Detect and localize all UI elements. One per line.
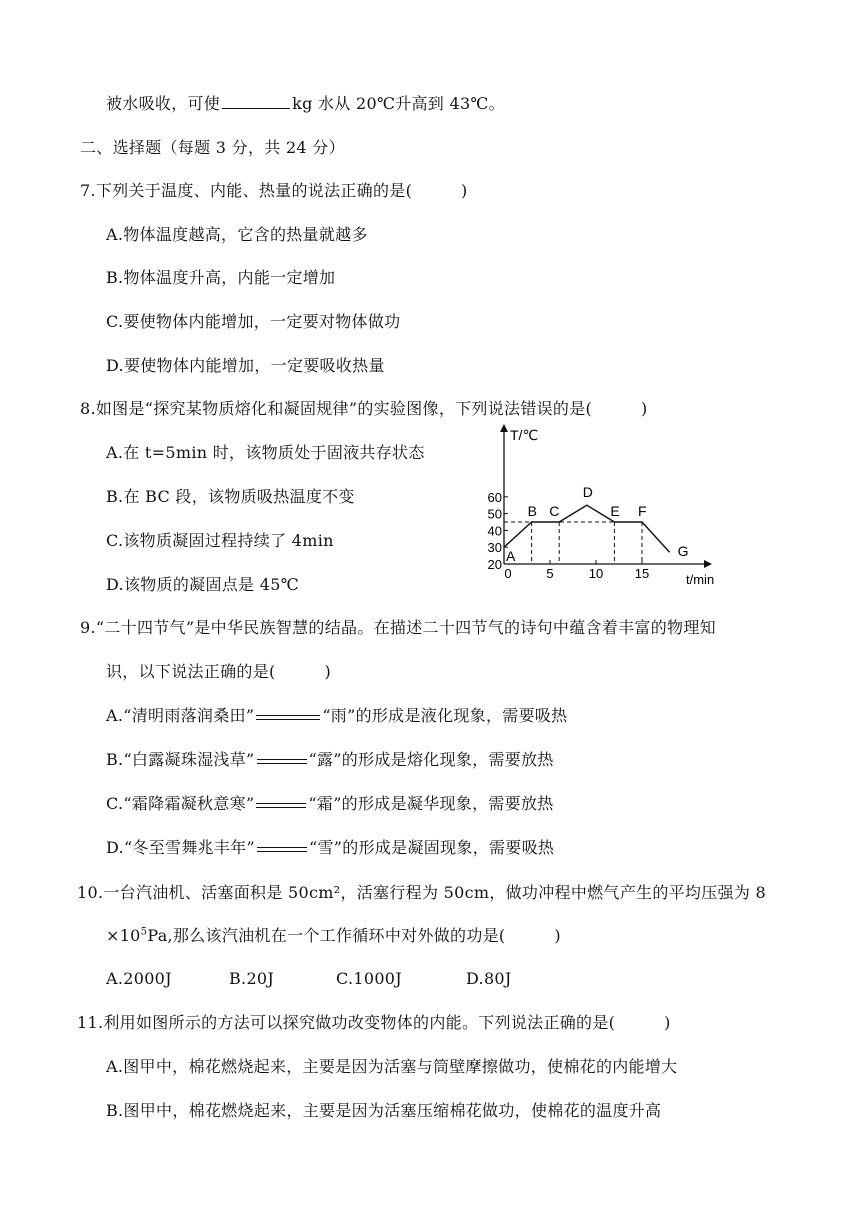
q6-tail-text-b: kg 水从 20℃升高到 43℃。 — [292, 94, 505, 113]
y-axis-arrow — [500, 424, 508, 432]
q9-option-b — [106, 750, 554, 770]
q10-stem-line1: 10.一台汽油机、活塞面积是 50cm²，活塞行程为 50cm，做功冲程中燃气产生的平均压强为 8 — [77, 883, 766, 902]
q9-option-c-text: “霜”的形成是凝华现象，需要放热 — [308, 794, 554, 813]
q8-stem: 8.如图是“探究某物质熔化和凝固规律”的实验图像，下列说法错误的是( ) — [80, 399, 648, 418]
q9-option-b-poem: B.“白露凝珠湿浅草” — [106, 750, 255, 769]
q11-option-a: A.图甲中，棉花燃烧起来，主要是因为活塞与筒壁摩擦做功，使棉花的内能增大 — [106, 1057, 678, 1076]
q10-option-b: B.20J — [229, 969, 275, 988]
q8-option-b: B.在 BC 段，该物质吸热温度不变 — [106, 487, 355, 506]
q9-option-c-poem: C.“霜降霜凝秋意寒” — [106, 794, 255, 813]
q9-option-b-text: “露”的形成是熔化现象，需要放热 — [308, 750, 554, 769]
q10-times-ten: ×10 — [106, 926, 141, 945]
q9-stem-line1: 9.“二十四节气”是中华民族智慧的结晶。在描述二十四节气的诗句中蕴含着丰富的物理知 — [80, 618, 716, 637]
q9-stem-line2: 识，以下说法正确的是( ) — [106, 662, 331, 681]
q6-tail-text-a: 被水吸收，可使 — [106, 94, 221, 113]
section-heading: 二、选择题（每题 3 分，共 24 分） — [80, 138, 345, 157]
y-tick-label: 20 — [487, 557, 502, 572]
point-label-a: A — [506, 548, 516, 565]
x-tick-label: 10 — [588, 566, 604, 581]
q10-stem-rest: Pa,那么该汽油机在一个工作循环中对外做的功是( ) — [147, 926, 561, 945]
x-axis-label: t/min — [686, 572, 715, 587]
q9-option-d — [106, 838, 554, 858]
q6-tail-line — [106, 94, 505, 114]
double-dash — [256, 711, 320, 723]
q8-option-a: A.在 t=5min 时，该物质处于固液共存状态 — [106, 443, 425, 462]
double-dash — [257, 843, 307, 855]
melting-curve-chart — [487, 418, 730, 588]
q7-option-c: C.要使物体内能增加，一定要对物体做功 — [106, 312, 401, 331]
double-dash — [256, 799, 306, 811]
answer-blank[interactable] — [222, 94, 290, 109]
q9-option-c — [106, 794, 554, 814]
x-axis-arrow — [704, 560, 712, 568]
q9-option-d-poem: D.“冬至雪舞兆丰年” — [106, 838, 256, 857]
x-tick-label: 15 — [634, 566, 650, 581]
point-label-c: C — [549, 503, 560, 519]
q10-exponent: 5 — [140, 926, 148, 938]
q8-option-d: D.该物质的凝固点是 45℃ — [106, 575, 299, 594]
q7-stem: 7.下列关于温度、内能、热量的说法正确的是( ) — [80, 181, 468, 200]
y-tick-label: 50 — [487, 506, 502, 522]
q7-option-b: B.物体温度升高，内能一定增加 — [106, 268, 336, 287]
point-label-g: G — [677, 543, 689, 560]
x-tick-label: 0 — [504, 566, 512, 581]
q11-option-b: B.图甲中，棉花燃烧起来，主要是因为活塞压缩棉花做功，使棉花的温度升高 — [106, 1101, 662, 1120]
point-label-e: E — [610, 503, 620, 519]
point-label-b: B — [527, 503, 537, 519]
q8-option-c: C.该物质凝固过程持续了 4min — [106, 531, 334, 550]
q9-option-d-text: “雪”的形成是凝固现象，需要吸热 — [309, 838, 555, 857]
q10-option-d: D.80J — [466, 969, 512, 988]
q9-option-a — [106, 706, 567, 726]
y-tick-label: 30 — [487, 540, 502, 556]
q9-option-a-poem: A.“清明雨落润桑田” — [106, 706, 255, 725]
q11-stem: 11.利用如图所示的方法可以探究做功改变物体的内能。下列说法正确的是( ) — [77, 1013, 671, 1032]
point-label-f: F — [638, 503, 647, 519]
q10-stem-line2 — [106, 926, 561, 946]
y-axis-label: T/℃ — [510, 427, 539, 443]
q10-option-c: C.1000J — [336, 969, 402, 988]
q9-option-a-text: “雨”的形成是液化现象，需要吸热 — [322, 706, 568, 725]
q7-option-a: A.物体温度越高，它含的热量就越多 — [106, 225, 368, 244]
point-label-d: D — [582, 484, 593, 501]
y-tick-label: 60 — [487, 489, 502, 505]
y-tick-label: 40 — [487, 523, 502, 539]
double-dash — [257, 755, 307, 767]
q10-option-a: A.2000J — [106, 969, 172, 988]
x-tick-label: 5 — [546, 566, 554, 581]
q7-option-d: D.要使物体内能增加，一定要吸收热量 — [106, 356, 385, 375]
